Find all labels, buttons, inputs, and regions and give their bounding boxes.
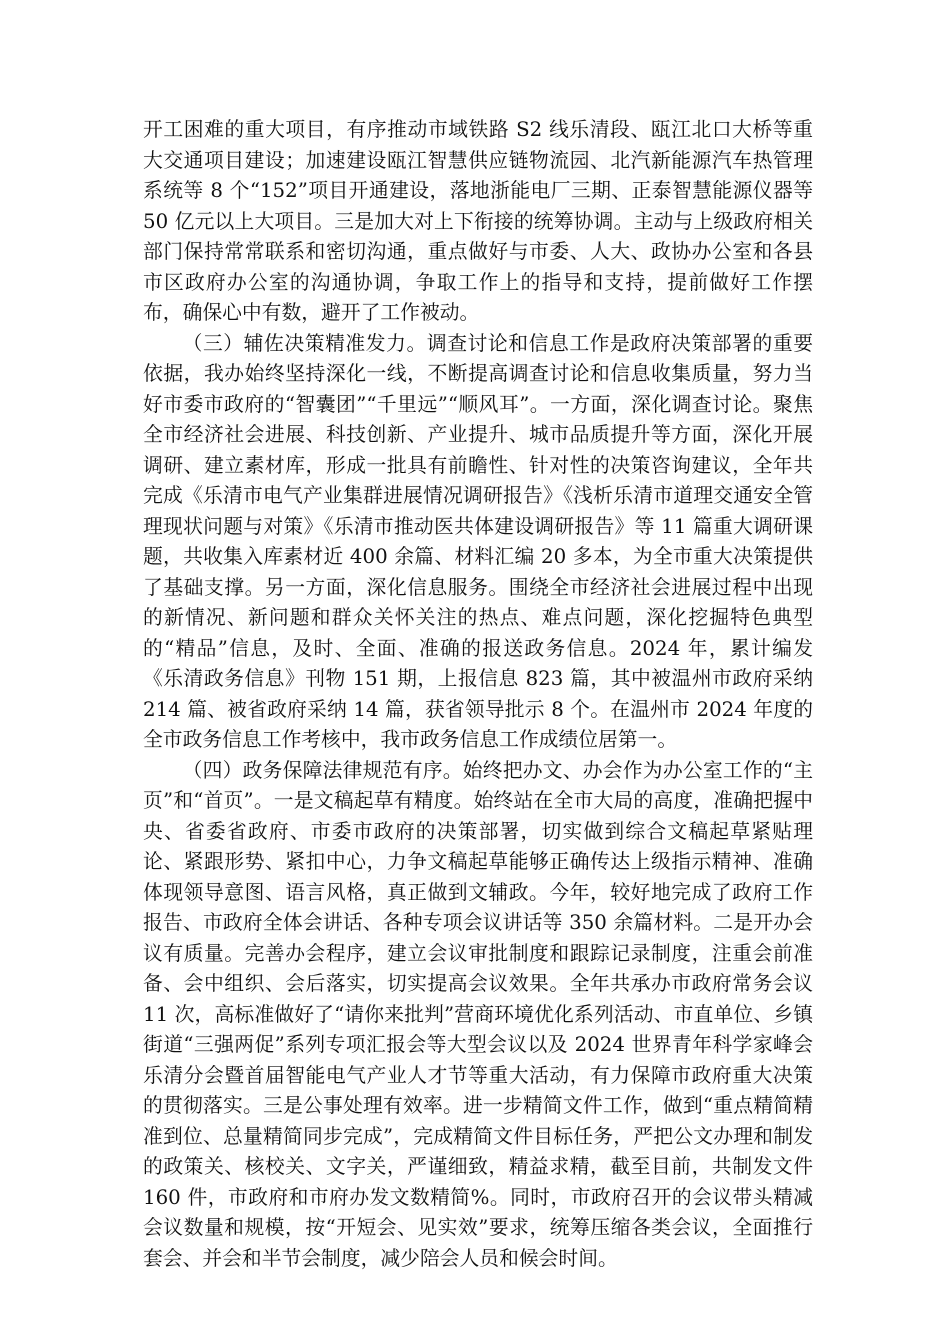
paragraph-continuation: 开工困难的重大项目，有序推动市域铁路 S2 线乐清段、瓯江北口大桥等重大交通项目建设；加速建设瓯江智慧供应链物流园、北汽新能源汽车热管理系统等 8 个“152”项目开通建设，落地浙能电厂三期、正泰智慧能源仪器等 50 亿元以上大项目。三是加大对上下衔接的统筹协调。主动与上级政府相关部门保持常常联系和密切沟通，重点做好与市委、人大、政协办公室和各县市区政府办公室的沟通协调，争取工作上的指导和支持，提前做好工作摆布，确保心中有数，避开了工作被动。 [143, 118, 813, 324]
paragraph-decision-support: （三）辅佐决策精准发力。调查讨论和信息工作是政府决策部署的重要依据，我办始终坚持深化一线，不断提高调查讨论和信息收集质量，努力当好市委市政府的“智囊团”“千里远”“顺风耳”。一方面，深化调查讨论。聚焦全市经济社会进展、科技创新、产业提升、城市品质提升等方面，深化开展调研、建立素材库，形成一批具有前瞻性、针对性的决策咨询建议，全年共完成《乐清市电气产业集群进展情况调研报告》《浅析乐清市道理交通安全管理现状问题与对策》《乐清市推动医共体建设调研报告》等 11 篇重大调研课题，共收集入库素材近 400 余篇、材料汇编 20 多本，为全市重大决策提供了基础支撑。另一方面，深化信息服务。围绕全市经济社会进展过程中出现的新情况、新问题和群众关怀关注的热点、难点问题，深化挖掘特色典型的“精品”信息，及时、全面、准确的报送政务信息。2024 年，累计编发《乐清政务信息》刊物 151 期，上报信息 823 篇，其中被温州市政府采纳 214 篇、被省政府采纳 14 篇，获省领导批示 8 个。在温州市 2024 年度的全市政务信息工作考核中，我市政务信息工作成绩位居第一。 [143, 331, 813, 751]
paragraph-government-affairs: （四）政务保障法律规范有序。始终把办文、办会作为办公室工作的“主页”和“首页”。一是文稿起草有精度。始终站在全市大局的高度，准确把握中央、省委省政府、市委市政府的决策部署，切实做到综合文稿起草紧贴理论、紧跟形势、紧扣中心，力争文稿起草能够正确传达上级指示精神、准确体现领导意图、语言风格，真正做到文辅政。今年，较好地完成了政府工作报告、市政府全体会讲话、各种专项会议讲话等 350 余篇材料。二是开办会议有质量。完善办会程序，建立会议审批制度和跟踪记录制度，注重会前准备、会中组织、会后落实，切实提高会议效果。全年共承办市政府常务会议 11 次，高标准做好了“请你来批判”营商环境优化系列活动、市直单位、乡镇街道“三强两促”系列专项汇报会等大型会议以及 2024 世界青年科学家峰会乐清分会暨首届智能电气产业人才节等重大活动，有力保障市政府重大决策的贯彻落实。三是公事处理有效率。进一步精简文件工作，做到“重点精简精准到位、总量精简同步完成”，完成精简文件目标任务，严把公文办理和制发的政策关、核校关、文字关，严谨细致，精益求精，截至目前，共制发文件 160 件，市政府和市府办发文数精简%。同时，市政府召开的会议带头精减会议数量和规模，按“开短会、见实效”要求，统筹压缩各类会议，全面推行套会、并会和半节会制度，减少陪会人员和候会时间。 [143, 758, 813, 1270]
document-body [143, 115, 813, 1274]
